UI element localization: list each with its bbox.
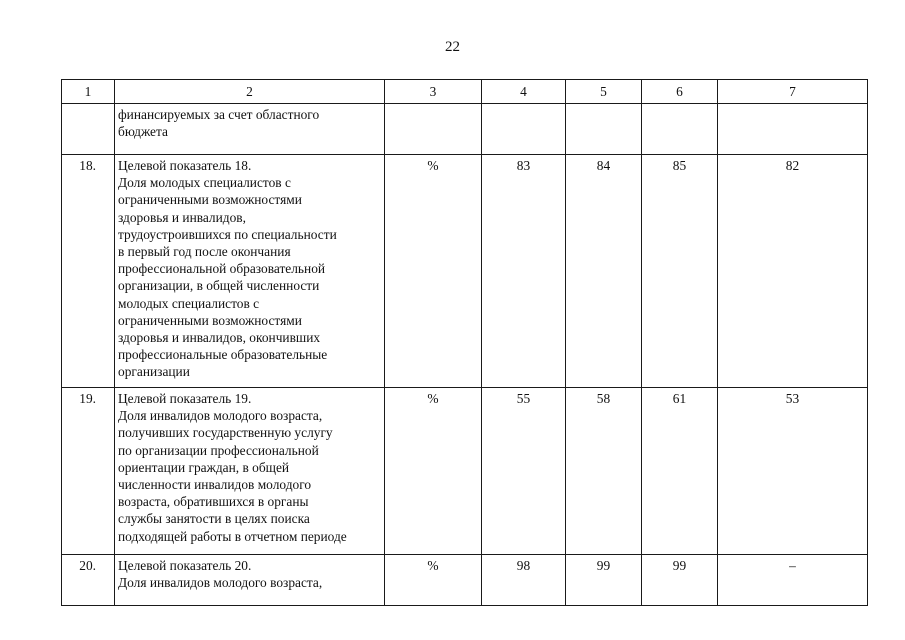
description-line: подходящей работы в отчетном периоде — [118, 528, 347, 544]
value-cell: 99 — [566, 555, 642, 606]
column-header: 5 — [566, 80, 642, 104]
value-cell: 55 — [482, 388, 566, 555]
column-header: 1 — [62, 80, 115, 104]
row-description — [115, 155, 385, 388]
page-number: 22 — [445, 39, 460, 55]
value-cell: 99 — [642, 555, 718, 606]
description-line: Доля инвалидов молодого возраста, — [118, 408, 323, 424]
table-row — [62, 155, 868, 388]
description-line: бюджета — [118, 124, 168, 140]
value-cell — [482, 104, 566, 155]
value-cell: 53 — [718, 388, 868, 555]
table-header-row — [62, 80, 868, 104]
indicators-table — [61, 79, 868, 606]
value-cell: 84 — [566, 155, 642, 388]
description-line: Целевой показатель 19. — [118, 391, 252, 406]
column-header: 6 — [642, 80, 718, 104]
description-line: по организации профессиональной — [118, 442, 319, 458]
description-line: организации — [118, 364, 190, 380]
row-index: 18. — [62, 155, 115, 388]
description-line: молодых специалистов с — [118, 295, 260, 311]
column-header: 2 — [115, 80, 385, 104]
description-line: возраста, обратившихся в органы — [118, 494, 309, 510]
row-description — [115, 388, 385, 555]
description-line: Целевой показатель 20. — [118, 558, 252, 573]
description-line: получивших государственную услугу — [118, 425, 333, 441]
column-header: 3 — [385, 80, 482, 104]
value-cell: 85 — [642, 155, 718, 388]
description-line: ограниченными возможностями — [118, 312, 302, 328]
description-line: ограниченными возможностями — [118, 192, 302, 208]
unit-cell: % — [385, 555, 482, 606]
description-line: профессиональной образовательной — [118, 261, 326, 277]
table-row — [62, 555, 868, 606]
value-cell — [642, 104, 718, 155]
table-row — [62, 104, 868, 155]
description-line: здоровья и инвалидов, окончивших — [118, 330, 321, 346]
column-header: 4 — [482, 80, 566, 104]
column-header: 7 — [718, 80, 868, 104]
value-cell: 83 — [482, 155, 566, 388]
row-index: 19. — [62, 388, 115, 555]
description-line: здоровья и инвалидов, — [118, 209, 246, 225]
description-line: Целевой показатель 18. — [118, 158, 252, 173]
row-description — [115, 104, 385, 155]
value-cell: 82 — [718, 155, 868, 388]
description-line: численности инвалидов молодого — [118, 477, 312, 493]
row-index — [62, 104, 115, 155]
description-line: Доля молодых специалистов с — [118, 175, 291, 191]
row-index: 20. — [62, 555, 115, 606]
table-row — [62, 388, 868, 555]
description-line: Доля инвалидов молодого возраста, — [118, 575, 323, 591]
row-description — [115, 555, 385, 606]
description-line: финансируемых за счет областного — [118, 107, 320, 122]
description-line: службы занятости в целях поиска — [118, 511, 310, 527]
value-cell: – — [718, 555, 868, 606]
description-line: ориентации граждан, в общей — [118, 459, 290, 475]
description-line: в первый год после окончания — [118, 244, 291, 260]
value-cell — [718, 104, 868, 155]
unit-cell: % — [385, 155, 482, 388]
unit-cell: % — [385, 388, 482, 555]
value-cell — [566, 104, 642, 155]
description-line: организации, в общей численности — [118, 278, 320, 294]
value-cell: 98 — [482, 555, 566, 606]
value-cell: 58 — [566, 388, 642, 555]
unit-cell — [385, 104, 482, 155]
description-line: трудоустроившихся по специальности — [118, 226, 337, 242]
description-line: профессиональные образовательные — [118, 347, 328, 363]
value-cell: 61 — [642, 388, 718, 555]
